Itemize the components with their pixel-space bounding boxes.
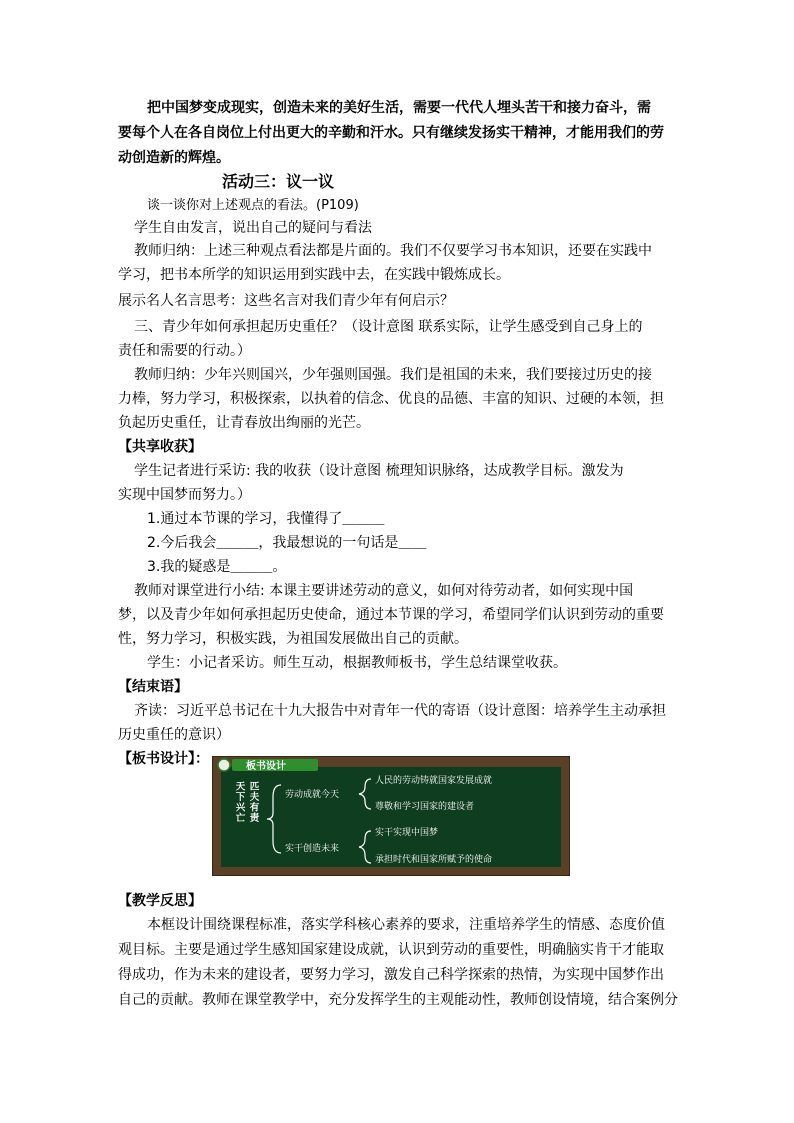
- reflection-heading: 【教学反思】: [118, 893, 202, 909]
- badge-label: 板书设计: [246, 761, 286, 772]
- paragraph-line: 性，努力学习，积极实践，为祖国发展做出自己的贡献。: [118, 631, 468, 647]
- badge-icon: [218, 759, 230, 771]
- list-item: 1.通过本节课的学习，我懂得了＿＿＿: [147, 511, 385, 527]
- paragraph-line: 动创造新的辉煌。: [118, 150, 230, 166]
- branch2-label: 实干创造未来: [285, 844, 340, 854]
- branch1-item-1: 人民的劳动铸就国家发展成就: [375, 776, 493, 786]
- branch2-item-2: 承担时代和国家所赋予的使命: [375, 855, 493, 865]
- paragraph-line: 教师归纳：上述三种观点看法都是片面的。我们不仅要学习书本知识，还要在实践中: [134, 243, 652, 259]
- paragraph-line: 把中国梦变成现实，创造未来的美好生活，需要一代代人埋头苦干和接力奋斗，需: [147, 100, 651, 116]
- list-item: 3.我的疑惑是＿＿＿。: [147, 559, 287, 575]
- paragraph-line: 学习，把书本所学的知识运用到实践中去，在实践中锻炼成长。: [118, 267, 510, 283]
- branch1-item-2: 尊敬和学习国家的建设者: [375, 802, 475, 812]
- board-design-heading: 【板书设计】：: [118, 751, 209, 767]
- board-diagram: [221, 767, 561, 867]
- closing-heading: 【结束语】: [118, 679, 188, 695]
- paragraph-line: 自己的贡献。教师在课堂教学中，充分发挥学生的主观能动性，教师创设情境，结合案例分: [118, 992, 678, 1008]
- share-heading: 【共享收获】: [118, 439, 202, 455]
- main-brace: [267, 785, 281, 853]
- paragraph-line: 教师对课堂进行小结: 本课主要讲述劳动的意义，如何对待劳动者，如何实现中国: [134, 583, 634, 599]
- paragraph-line: 本框设计围绕课程标准，落实学科核心素养的要求，注重培养学生的情感、态度价值: [147, 917, 665, 933]
- paragraph-line: 学生：小记者采访。师生互动，根据教师板书，学生总结课堂收获。: [147, 655, 567, 671]
- paragraph-line: 要每个人在各自岗位上付出更大的辛勤和汗水。只有继续发扬实干精神，才能用我们的劳: [118, 125, 664, 141]
- paragraph-line: 责任和需要的行动。）: [118, 343, 251, 359]
- branch2-item-1: 实干实现中国梦: [375, 828, 439, 838]
- blackboard-image: [212, 756, 570, 876]
- board-topic-col2: 匹夫有责: [247, 781, 259, 823]
- paragraph-line: 教师归纳：少年兴则国兴，少年强则国强。我们是祖国的未来，我们要接过历史的接: [134, 367, 652, 383]
- board-badge: [214, 756, 334, 770]
- activity-title: 活动三：议一议: [222, 172, 335, 191]
- branch1-label: 劳动成就今天: [285, 790, 340, 800]
- paragraph-line: 得成功，作为未来的建设者，要努力学习，激发自己科学探索的热情，为实现中国梦作出: [118, 967, 664, 983]
- paragraph-line: 历史重任的意识）: [118, 727, 230, 743]
- paragraph-line: 力棒，努力学习，积极探索，以执着的信念、优良的品德、丰富的知识、过硬的本领，担: [118, 391, 664, 407]
- brace-2: [359, 831, 371, 863]
- section-three-line: 三、青少年如何承担起历史重任？（设计意图 联系实际，让学生感受到自己身上的: [134, 319, 643, 335]
- paragraph-line: 学生自由发言，说出自己的疑问与看法: [134, 220, 372, 236]
- paragraph-line: 展示名人名言思考：这些名言对我们青少年有何启示？: [118, 293, 454, 309]
- paragraph-line: 观目标。主要是通过学生感知国家建设成就，认识到劳动的重要性，明确脑实肯干才能取: [118, 942, 664, 958]
- paragraph-line: 负起历史重任，让青春放出绚丽的光芒。: [118, 415, 370, 431]
- list-item: 2.今后我会＿＿＿，我最想说的一句话是＿＿: [147, 535, 427, 551]
- paragraph-line: 谈一谈你对上述观点的看法。(P109): [147, 198, 359, 213]
- blackboard-surface: [221, 767, 561, 867]
- brace-1: [359, 779, 371, 809]
- paragraph-line: 梦，以及青少年如何承担起历史使命，通过本节课的学习，希望同学们认识到劳动的重要: [118, 607, 664, 623]
- paragraph-line: 齐读：习近平总书记在十九大报告中对青年一代的寄语（设计意图：培养学生主动承担: [134, 703, 666, 719]
- paragraph-line: 学生记者进行采访: 我的收获（设计意图 梳理知识脉络，达成教学目标。激发为: [134, 463, 624, 479]
- board-topic-col1: 天下兴亡: [233, 781, 245, 823]
- paragraph-line: 实现中国梦而努力。）: [118, 487, 251, 503]
